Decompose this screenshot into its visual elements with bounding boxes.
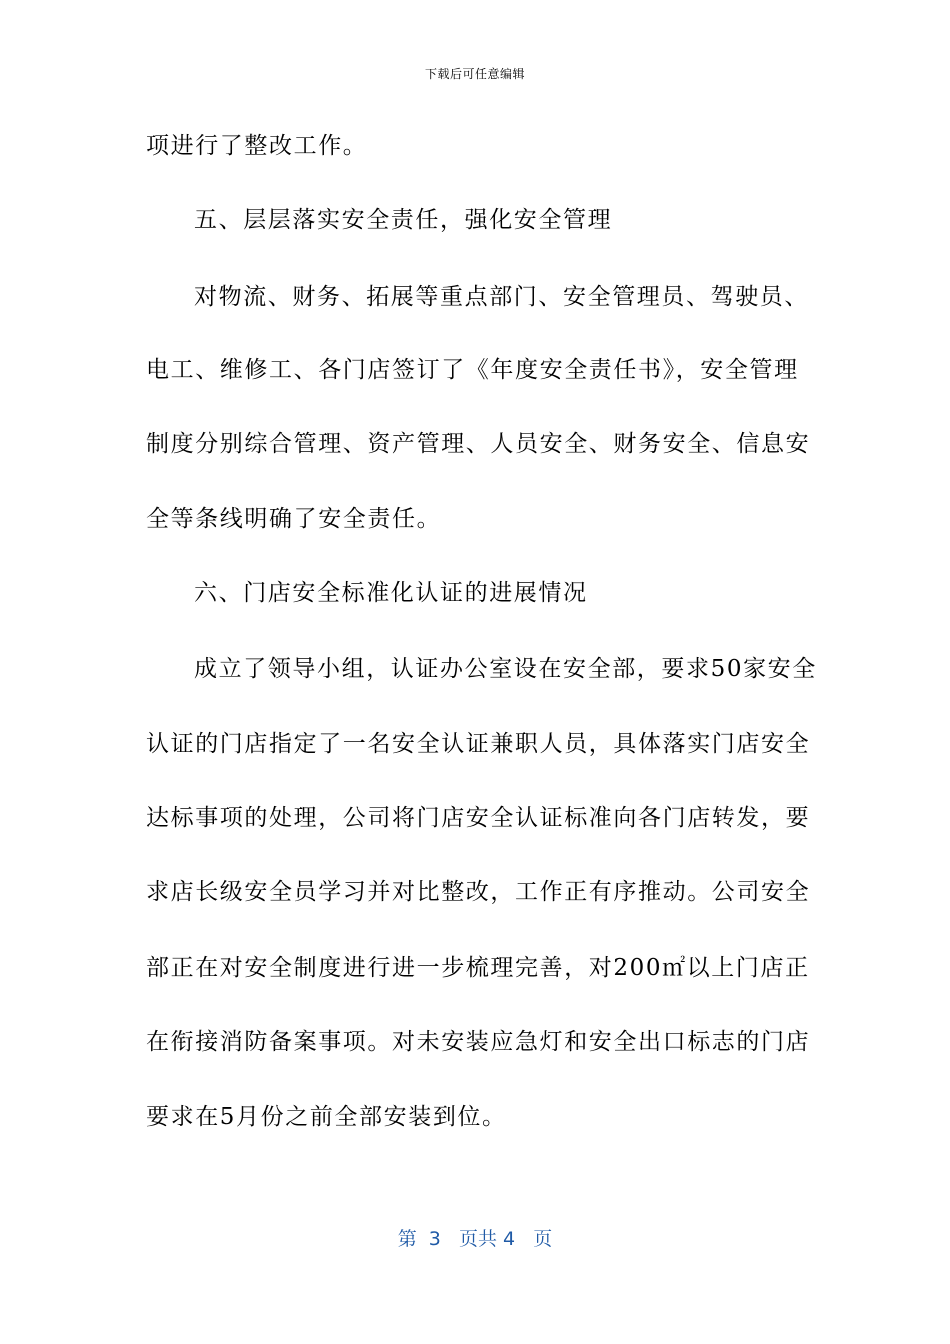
section-heading-5: 五、层层落实安全责任，强化安全管理 <box>194 207 613 233</box>
body-line-10: 达标事项的处理，公司将门店安全认证标准向各门店转发，要 <box>146 805 811 831</box>
body-line-1: 项进行了整改工作。 <box>146 133 368 159</box>
body-line-12: 部正在对安全制度进行进一步梳理完善，对200㎡以上门店正 <box>146 955 810 981</box>
body-line-11: 求店长级安全员学习并对比整改，工作正有序推动。公司安全 <box>146 879 811 905</box>
body-line-9: 认证的门店指定了一名安全认证兼职人员，具体落实门店安全 <box>146 731 811 757</box>
section-heading-6: 六、门店安全标准化认证的进展情况 <box>194 580 588 606</box>
page-number-footer: 第 3 页共 4 页 <box>397 1228 553 1250</box>
body-line-13: 在衔接消防备案事项。对未安装应急灯和安全出口标志的门店 <box>146 1029 811 1055</box>
body-line-8: 成立了领导小组，认证办公室设在安全部，要求50家安全 <box>194 656 817 682</box>
body-line-3: 对物流、财务、拓展等重点部门、安全管理员、驾驶员、 <box>194 284 809 310</box>
body-line-5: 制度分别综合管理、资产管理、人员安全、财务安全、信息安 <box>146 431 811 457</box>
body-line-4: 电工、维修工、各门店签订了《年度安全责任书》，安全管理 <box>146 357 799 383</box>
body-line-6: 全等条线明确了安全责任。 <box>146 506 442 532</box>
body-line-14: 要求在5月份之前全部安装到位。 <box>146 1104 507 1130</box>
page-header: 下载后可任意编辑 <box>424 67 525 81</box>
